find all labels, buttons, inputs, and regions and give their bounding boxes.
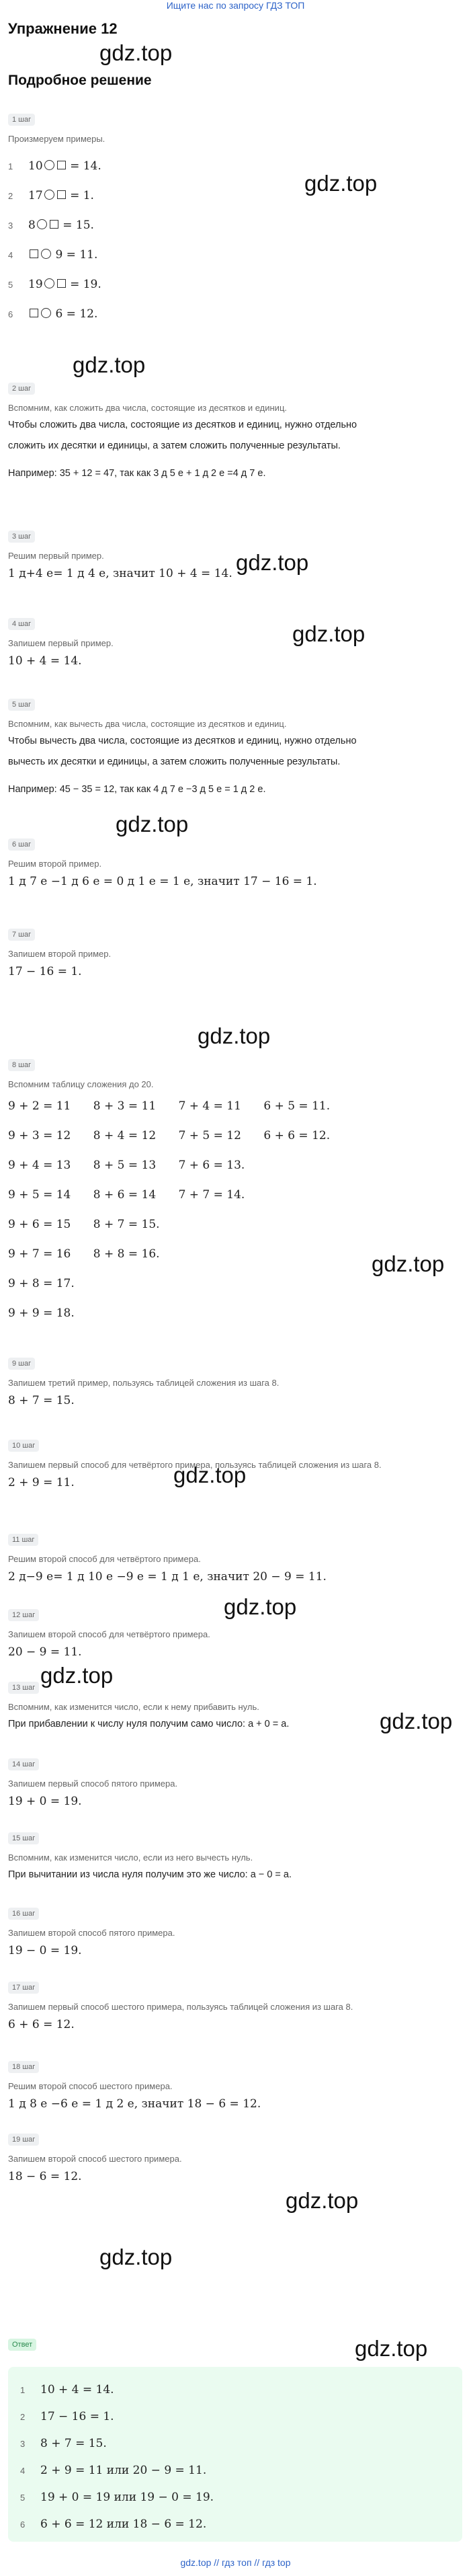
circle-blank-icon [44, 278, 54, 288]
table-row: 9 + 4 = 13 8 + 5 = 13 7 + 6 = 13. [8, 1159, 245, 1172]
watermark: gdz.top [236, 550, 309, 575]
square-blank-icon [57, 161, 66, 169]
step-8 [8, 1058, 462, 1328]
table-row: 9 + 7 = 16 8 + 8 = 16. [8, 1247, 160, 1261]
step-badge: 16 шаг [8, 1908, 39, 1920]
step-description: Вспомним, как изменится число, если из него вычесть нуль. [8, 1852, 253, 1863]
step-description: Вспомним, как сложить два числа, состоящие из десятков и единиц. [8, 403, 287, 413]
step-badge: 8 шаг [8, 1059, 35, 1071]
step-badge: 11 шаг [8, 1534, 38, 1546]
step-description: Запишем второй способ шестого примера. [8, 2154, 182, 2164]
square-blank-icon [30, 249, 38, 258]
list-item: 4 9 = 11. [8, 248, 98, 262]
step-13 [8, 1681, 462, 1735]
step-badge: 4 шаг [8, 618, 35, 630]
step-description: Запишем второй пример. [8, 949, 112, 959]
watermark: gdz.top [304, 171, 378, 196]
watermark: gdz.top [40, 1663, 114, 1688]
list-item: 5 19 = 19. [8, 278, 101, 291]
rule-text: Чтобы вычесть два числа, состоящие из десятков и единиц, нужно отдельно [8, 736, 357, 746]
step-description: Произмеруем примеры. [8, 134, 105, 144]
watermark: gdz.top [372, 1251, 445, 1276]
step-badge: 19 шаг [8, 2134, 39, 2146]
rule-text: При прибавлении к числу нуля получим само число: a + 0 = a. [8, 1719, 290, 1729]
watermark: gdz.top [99, 2245, 173, 2269]
step-description: Вспомним таблицу сложения до 20. [8, 1079, 154, 1089]
watermark: gdz.top [355, 2336, 428, 2361]
example-text: Например: 35 + 12 = 47, так как 3 д 5 е + 1 д 2 е =4 д 7 е. [8, 468, 266, 479]
circle-blank-icon [41, 249, 51, 259]
step-description: Запишем второй способ пятого примера. [8, 1928, 175, 1938]
watermark: gdz.top [380, 1709, 453, 1733]
step-description: Запишем первый способ шестого примера, пользуясь таблицей сложения из шага 8. [8, 2002, 353, 2012]
bottom-links[interactable]: gdz.top // гдз топ // гдз top [180, 2557, 291, 2568]
step-description: Запишем первый способ для четвёртого примера, пользуясь таблицей сложения из шага 8. [8, 1460, 382, 1470]
step-11 [8, 1533, 462, 1588]
top-search-link[interactable]: Ищите нас по запросу ГДЗ ТОП [166, 0, 305, 11]
step-description: Запишем первый способ пятого примера. [8, 1779, 178, 1789]
step-badge: 17 шаг [8, 1982, 39, 1994]
watermark: gdz.top [224, 1594, 297, 1619]
step-equation: 10 + 4 = 14. [8, 654, 82, 668]
step-7 [8, 928, 462, 982]
step-badge: 1 шаг [8, 114, 35, 126]
step-5 [8, 698, 462, 800]
step-badge: 13 шаг [8, 1682, 39, 1694]
list-item: 4 2 + 9 = 11 или 20 − 9 = 11. [20, 2464, 207, 2477]
list-item: 2 17 = 1. [8, 189, 94, 202]
step-description: Решим второй способ шестого примера. [8, 2081, 173, 2091]
list-item: 3 8 = 15. [8, 219, 94, 232]
step-description: Решим первый пример. [8, 551, 104, 561]
step-equation: 17 − 16 = 1. [8, 965, 82, 978]
square-blank-icon [50, 220, 58, 229]
step-description: Решим второй пример. [8, 859, 102, 869]
circle-blank-icon [44, 160, 54, 170]
solution-subtitle: Подробное решение [8, 73, 152, 88]
step-15 [8, 1832, 462, 1885]
watermark: gdz.top [99, 40, 173, 65]
step-badge: 14 шаг [8, 1758, 39, 1770]
step-badge: 5 шаг [8, 699, 35, 711]
step-badge: 10 шаг [8, 1440, 39, 1452]
step-description: Запишем первый пример. [8, 638, 114, 648]
list-item: 6 6 + 6 = 12 или 18 − 6 = 12. [20, 2518, 207, 2531]
step-badge: 18 шаг [8, 2061, 39, 2073]
circle-blank-icon [37, 219, 47, 229]
step-badge: 2 шаг [8, 383, 35, 395]
step-equation: 18 − 6 = 12. [8, 2170, 82, 2183]
step-12 [8, 1608, 462, 1663]
step-description: Запишем второй способ для четвёртого примера. [8, 1629, 210, 1639]
rule-text: вычесть их десятки и единицы, а затем сложить полученные результаты. [8, 756, 341, 767]
table-row: 9 + 9 = 18. [8, 1306, 75, 1320]
step-badge: 12 шаг [8, 1609, 39, 1621]
square-blank-icon [30, 309, 38, 317]
square-blank-icon [57, 279, 66, 288]
step-19 [8, 2133, 462, 2187]
rule-text: При вычитании из числа нуля получим это же число: a − 0 = a. [8, 1869, 292, 1880]
step-10 [8, 1439, 462, 1493]
step-equation: 19 + 0 = 19. [8, 1795, 82, 1808]
step-description: Вспомним, как изменится число, если к нему прибавить нуль. [8, 1702, 259, 1712]
step-equation: 1 д 8 е −6 е = 1 д 2 е, значит 18 − 6 = 12. [8, 2097, 261, 2111]
list-item: 2 17 − 16 = 1. [20, 2410, 114, 2423]
rule-text: Чтобы сложить два числа, состоящие из десятков и единиц, нужно отдельно [8, 420, 357, 430]
step-14 [8, 1758, 462, 1812]
table-row: 9 + 3 = 12 8 + 4 = 12 7 + 5 = 12 6 + 6 = 12. [8, 1129, 331, 1142]
addition-table [8, 1091, 349, 1328]
step-equation: 2 д−9 е= 1 д 10 е −9 е = 1 д 1 е, значит 20 − 9 = 11. [8, 1570, 327, 1584]
watermark: gdz.top [116, 812, 189, 836]
watermark: gdz.top [286, 2188, 359, 2213]
table-row: 9 + 2 = 11 8 + 3 = 11 7 + 4 = 11 6 + 5 = 11. [8, 1099, 331, 1113]
step-description: Решим второй способ для четвёртого примера. [8, 1554, 201, 1564]
step-badge: 3 шаг [8, 531, 35, 543]
step-2 [8, 382, 462, 484]
list-item: 1 10 = 14. [8, 159, 101, 173]
example-text: Например: 45 − 35 = 12, так как 4 д 7 е −3 д 5 е = 1 д 2 е. [8, 784, 266, 795]
step-badge: 6 шаг [8, 838, 35, 851]
step-badge: 7 шаг [8, 929, 35, 941]
square-blank-icon [57, 190, 66, 199]
answer-box [8, 2367, 462, 2542]
step-4 [8, 617, 462, 672]
step-3 [8, 530, 462, 584]
list-item: 3 8 + 7 = 15. [20, 2437, 107, 2450]
step-equation: 8 + 7 = 15. [8, 1394, 75, 1407]
step-equation: 1 д+4 е= 1 д 4 е, значит 10 + 4 = 14. [8, 567, 232, 580]
list-item: 6 6 = 12. [8, 307, 98, 321]
table-row: 9 + 8 = 17. [8, 1277, 75, 1290]
step-equation: 20 − 9 = 11. [8, 1645, 82, 1659]
circle-blank-icon [41, 308, 51, 318]
step-18 [8, 2060, 462, 2115]
step-17 [8, 1981, 462, 2035]
watermark: gdz.top [292, 621, 366, 646]
answer-badge: Ответ [8, 2339, 36, 2351]
step-equation: 19 − 0 = 19. [8, 1944, 82, 1957]
list-item: 1 10 + 4 = 14. [20, 2383, 114, 2396]
step-6 [8, 838, 462, 892]
step-badge: 15 шаг [8, 1832, 39, 1844]
page-title: Упражнение 12 [8, 20, 118, 37]
table-row: 9 + 6 = 15 8 + 7 = 15. [8, 1218, 160, 1231]
step-equation: 6 + 6 = 12. [8, 2018, 75, 2031]
step-equation: 2 + 9 = 11. [8, 1476, 75, 1489]
step-badge: 9 шаг [8, 1358, 35, 1370]
list-item: 5 19 + 0 = 19 или 19 − 0 = 19. [20, 2491, 214, 2504]
step-equation: 1 д 7 е −1 д 6 е = 0 д 1 е = 1 е, значит 17 − 16 = 1. [8, 875, 317, 888]
step-description: Запишем третий пример, пользуясь таблицей сложения из шага 8. [8, 1378, 280, 1388]
rule-text: сложить их десятки и единицы, а затем сложить полученные результаты. [8, 440, 341, 451]
step-9 [8, 1357, 462, 1411]
step-1 [8, 113, 462, 329]
watermark: gdz.top [198, 1023, 271, 1048]
circle-blank-icon [44, 190, 54, 200]
watermark: gdz.top [173, 1462, 247, 1487]
step-16 [8, 1907, 462, 1961]
step-description: Вспомним, как вычесть два числа, состоящие из десятков и единиц. [8, 719, 287, 729]
table-row: 9 + 5 = 14 8 + 6 = 14 7 + 7 = 14. [8, 1188, 245, 1202]
watermark: gdz.top [73, 352, 146, 377]
